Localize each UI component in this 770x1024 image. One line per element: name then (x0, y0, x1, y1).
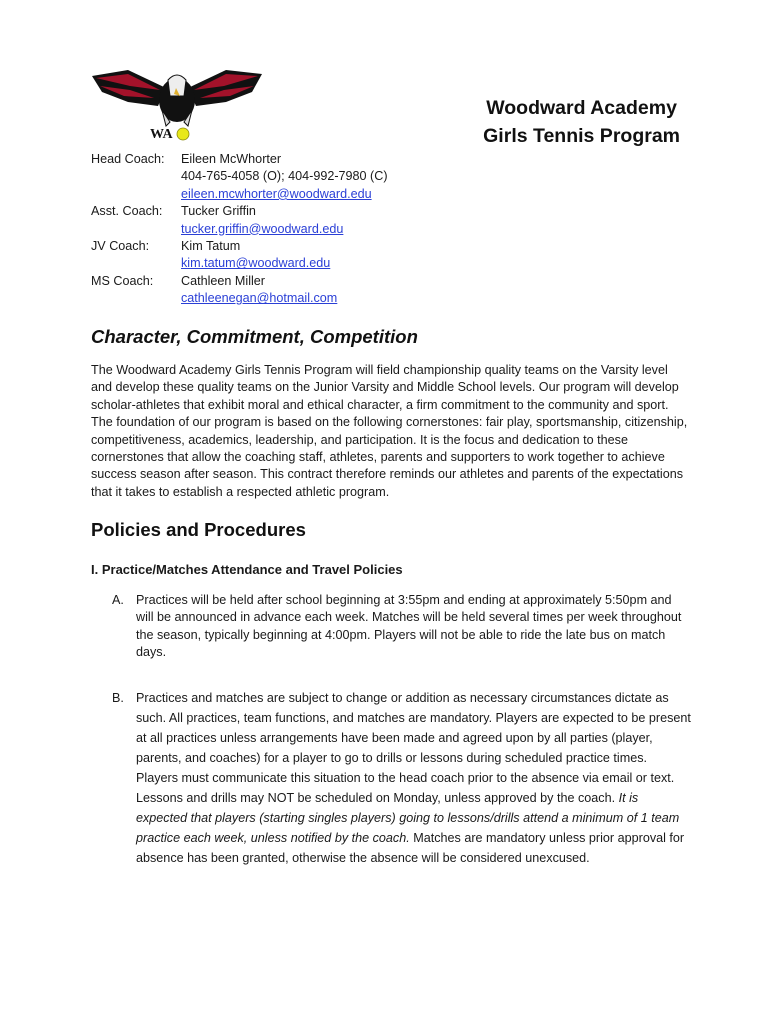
coach-entry (91, 203, 388, 238)
item-text: Practices will be held after school beginning at 3:55pm and ending at approximately 5:50pm and will be announced in advance each week. Matches will be held several times per week throughout the season, typically beginning at 4:00pm. Players will not be able to ride the late bus on match days. (136, 593, 682, 660)
logo-text: WA (150, 127, 173, 142)
coach-email-link[interactable]: eileen.mcwhorter@woodward.edu (181, 186, 372, 201)
coach-name: Tucker Griffin (181, 204, 256, 219)
item-text-italic: It is expected that players (starting singles players) going to lessons/drills attend a minimum of 1 team practice each week, unless notified by the coach. (136, 791, 680, 845)
coach-entry (91, 238, 388, 273)
coach-email-link[interactable]: cathleenegan@hotmail.com (181, 291, 338, 306)
title-line-2: Girls Tennis Program (483, 125, 680, 147)
intro-paragraph: The Woodward Academy Girls Tennis Program will field championship quality teams on the Varsity level and develop these quality teams on the Junior Varsity and Middle School levels. Our program will develop scholar-athletes that exhibit moral and ethical character, a firm commitment to the community and sport. The foundation of our program is based on the following cornerstones: fair play, sportsmanship, citizenship, competitiveness, academics, leadership, and participation. It is the focus and dedication to these cornerstones that allow the coaching staff, athletes, parents and supporters to work together to achieve success season after season. This contract therefore reminds our athletes and parents of the expectations that it takes to establish a respected athletic program. (91, 363, 688, 499)
eagle-logo (88, 66, 266, 144)
coach-role: Head Coach: (91, 152, 165, 166)
section-heading-policies: Policies and Procedures (91, 519, 306, 540)
document-title (483, 94, 680, 150)
item-letter: B. (112, 691, 124, 705)
policy-item (112, 592, 692, 662)
coach-role: MS Coach: (91, 273, 154, 288)
subheading-attendance: I. Practice/Matches Attendance and Travel Policies (91, 562, 403, 577)
policy-item (112, 688, 692, 868)
coach-directory (91, 151, 388, 308)
coach-email-link[interactable]: kim.tatum@woodward.edu (181, 256, 331, 271)
coach-role: JV Coach: (91, 239, 150, 254)
coach-entry (91, 273, 388, 308)
coach-name: Eileen McWhorter (181, 152, 282, 166)
item-text (136, 688, 692, 868)
section-heading-character: Character, Commitment, Competition (91, 326, 418, 347)
coach-name: Cathleen Miller (181, 273, 265, 288)
coach-name: Kim Tatum (181, 239, 241, 254)
coach-role: Asst. Coach: (91, 204, 163, 219)
coach-phone: 404-765-4058 (O); 404-992-7980 (C) (181, 169, 388, 184)
item-letter: A. (112, 593, 124, 607)
coach-email-link[interactable]: tucker.griffin@woodward.edu (181, 221, 344, 236)
coach-entry (91, 151, 388, 203)
item-text-regular: Matches are mandatory unless prior approval for absence has been granted, otherwise the absence will be considered unexcused. (136, 831, 685, 865)
title-line-1: Woodward Academy (486, 97, 677, 119)
item-text-regular: Practices and matches are subject to change or addition as necessary circumstances dictate as such. All practices, team functions, and matches are mandatory. Players are expected to be present at all practices unless arrangements have been made and agreed upon by all parties (player, parents, and coaches) for a player to go to drills or lessons during scheduled practice times. Players must communicate this situation to the head coach prior to the absence via email or text. Lessons and drills may NOT be scheduled on Monday, unless approved by the coach. (136, 691, 691, 805)
